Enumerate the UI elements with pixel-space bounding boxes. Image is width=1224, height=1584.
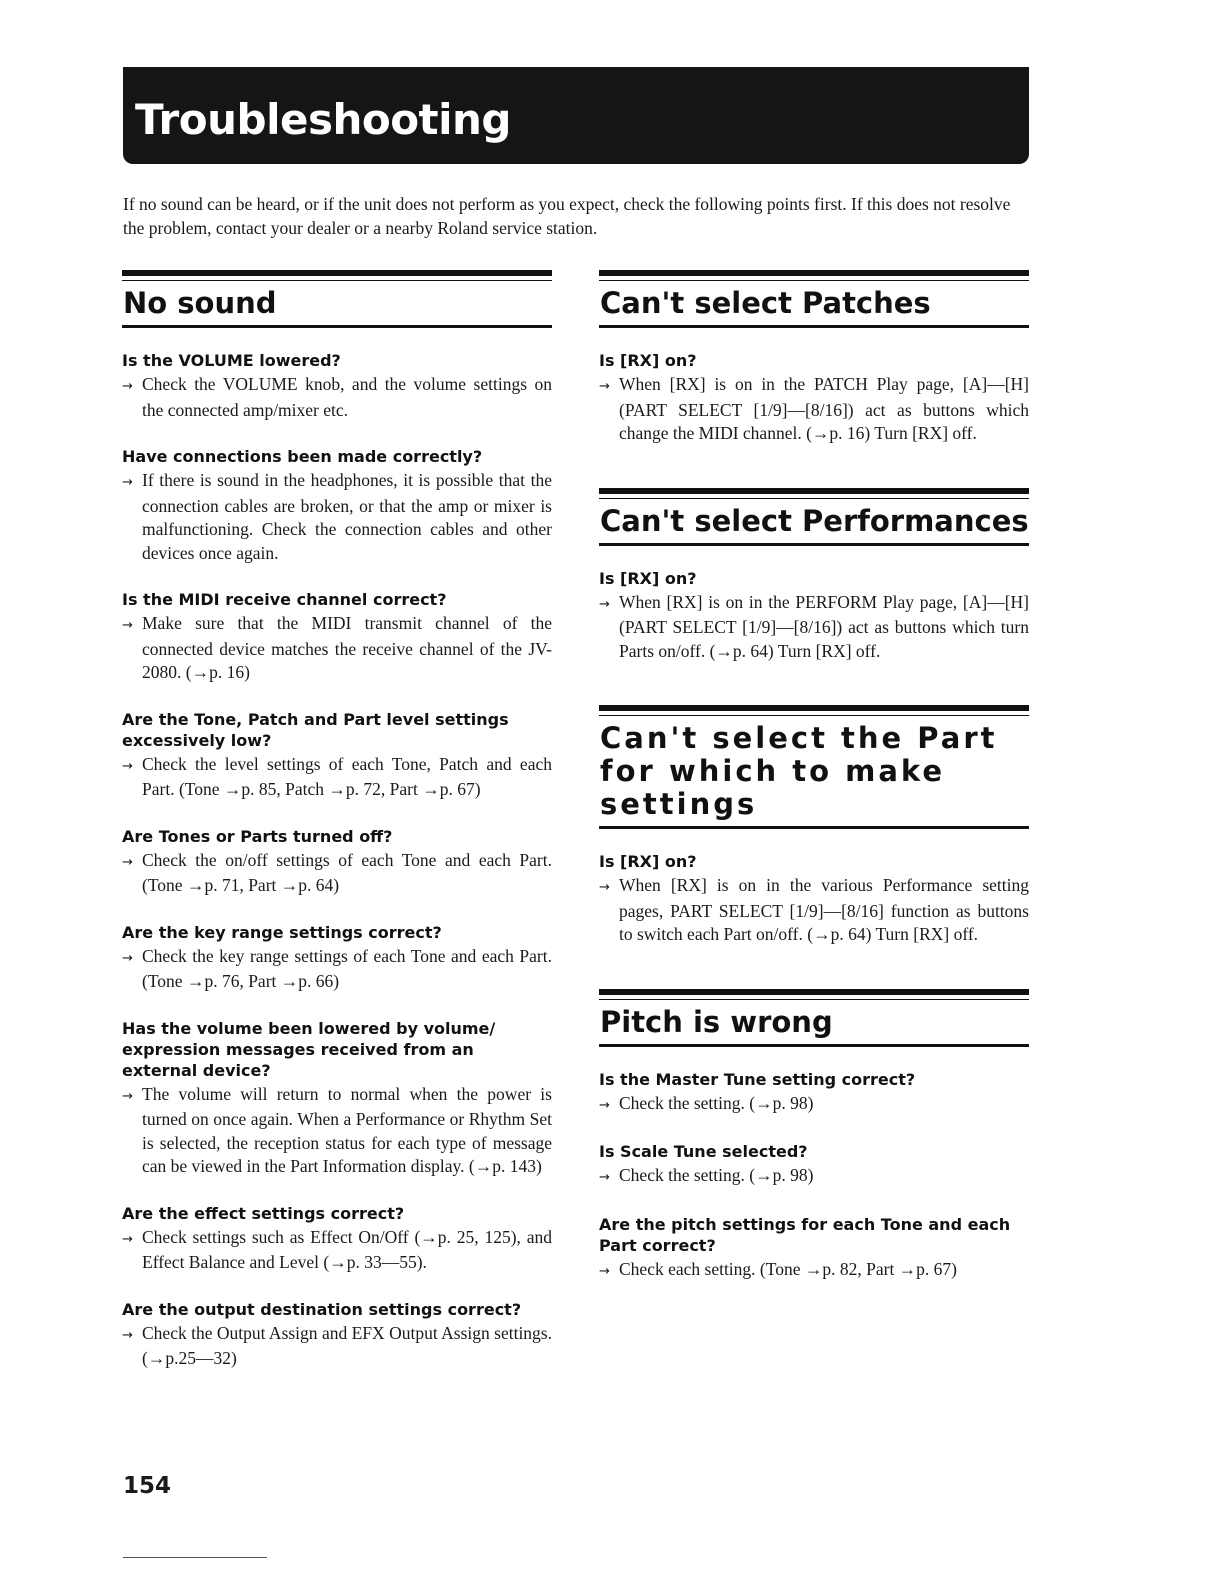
answer: → The volume will return to normal when the power is turned on once again. When a Performance or Rhythm Set is selected, the reception status for each type of message can be viewed in the Part Information display. (→p. 143) [122, 1083, 552, 1176]
qa-item [122, 922, 552, 994]
arrow-icon: → [599, 1263, 610, 1279]
answer: → Check settings such as Effect On/Off (→p. 25, 125), and Effect Balance and Level (→p. 33—55). [122, 1226, 552, 1272]
answer: → When [RX] is on in the PATCH Play page, [A]—[H] (PART SELECT [1/9]—[8/16]) act as buttons which change the MIDI channel. (→p. 16) Turn [RX] off. [599, 374, 1029, 443]
arrow-icon: → [122, 618, 133, 633]
qa-item [599, 350, 1029, 446]
answer: → Check the setting. (→p. 98) [599, 1092, 1029, 1118]
right-column [599, 270, 1029, 1283]
arrow-icon: → [122, 1327, 133, 1343]
answer: → Check the Output Assign and EFX Output Assign settings. (→p.25—32) [122, 1322, 552, 1368]
question: Is Scale Tune selected? [599, 1142, 808, 1161]
section-title: Pitch is wrong [599, 995, 1029, 1047]
footer-rule [123, 1557, 267, 1558]
section-pitch-is-wrong [599, 989, 1029, 1284]
section-cant-select-performances [599, 488, 1029, 664]
question: Are the key range settings correct? [122, 922, 442, 942]
title-banner [123, 67, 1029, 164]
question: Are Tones or Parts turned off? [122, 826, 393, 846]
section-title: Can't select Performances [599, 494, 1029, 546]
page-number: 154 [123, 1473, 172, 1499]
question: Are the effect settings correct? [122, 1203, 405, 1223]
section-cant-select-patches [599, 270, 1029, 446]
arrow-icon: → [122, 854, 133, 870]
question: Is [RX] on? [599, 351, 697, 370]
arrow-icon: → [599, 1170, 610, 1185]
answer: → Check the level settings of each Tone, Patch and each Part. (Tone →p. 85, Patch →p. 72, Part →p. 67) [122, 753, 552, 799]
section-header [599, 488, 1029, 546]
question: Are the output destination settings correct? [122, 1299, 522, 1319]
section-header [599, 270, 1029, 328]
arrow-icon: → [122, 475, 133, 490]
qa-item [599, 1069, 1029, 1118]
answer: → Check the key range settings of each Tone and each Part. (Tone →p. 76, Part →p. 66) [122, 945, 552, 991]
qa-item [122, 709, 552, 802]
answer: → Check each setting. (Tone →p. 82, Part →p. 67) [599, 1258, 1029, 1284]
qa-item [599, 1214, 1029, 1284]
arrow-icon: → [122, 758, 133, 774]
qa-item [122, 1203, 552, 1275]
left-column [122, 270, 552, 1371]
qa-item [599, 1141, 1029, 1190]
answer: → When [RX] is on in the various Performance setting pages, PART SELECT [1/9]—[8/16] function as buttons to switch each Part on/off. (→p. 64) Turn [RX] off. [599, 875, 1029, 944]
question: Have connections been made correctly? [122, 447, 483, 466]
question: Is the VOLUME lowered? [122, 351, 341, 370]
answer: → Make sure that the MIDI transmit channel of the connected device matches the receive channel of the JV-2080. (→p. 16) [122, 613, 552, 682]
section-header [599, 989, 1029, 1047]
arrow-icon: → [122, 1231, 133, 1247]
qa-item [122, 1018, 552, 1179]
arrow-icon: → [599, 596, 610, 612]
section-no-sound [122, 270, 552, 1371]
section-title: Can't select the Part for which to make settings [599, 711, 1029, 829]
qa-item [122, 826, 552, 898]
arrow-icon: → [122, 379, 133, 394]
qa-item [599, 851, 1029, 947]
question: Is [RX] on? [599, 568, 697, 588]
qa-item [599, 568, 1029, 664]
qa-item [122, 1299, 552, 1371]
intro-paragraph: If no sound can be heard, or if the unit does not perform as you expect, check the following points first. If this does not resolve the problem, contact your dealer or a nearby Roland service station. [123, 194, 1011, 238]
section-title: Can't select Patches [599, 276, 1029, 328]
qa-item [122, 446, 552, 565]
arrow-icon: → [599, 1097, 610, 1113]
page-title: Troubleshooting [135, 95, 511, 144]
section-cant-select-part [599, 705, 1029, 947]
question: Are the Tone, Patch and Part level settings excessively low? [122, 709, 509, 750]
arrow-icon: → [599, 379, 610, 394]
question: Are the pitch settings for each Tone and each Part correct? [599, 1214, 1011, 1255]
question: Is the MIDI receive channel correct? [122, 590, 447, 609]
answer: → When [RX] is on in the PERFORM Play page, [A]—[H] (PART SELECT [1/9]—[8/16]) act as buttons which turn Parts on/off. (→p. 64) Turn [RX] off. [599, 591, 1029, 661]
answer: → Check the on/off settings of each Tone and each Part. (Tone →p. 71, Part →p. 64) [122, 849, 552, 895]
arrow-icon: → [599, 880, 610, 895]
arrow-icon: → [122, 950, 133, 966]
answer: → Check the setting. (→p. 98) [599, 1164, 1029, 1190]
question: Has the volume been lowered by volume/ expression messages received from an external device? [122, 1018, 496, 1080]
question: Is the Master Tune setting correct? [599, 1069, 916, 1089]
section-header [122, 270, 552, 328]
question: Is [RX] on? [599, 852, 697, 871]
section-title: No sound [122, 276, 552, 328]
section-header [599, 705, 1029, 829]
qa-item [122, 589, 552, 685]
qa-item [122, 350, 552, 422]
qa-list [122, 350, 552, 1371]
answer: → If there is sound in the headphones, it is possible that the connection cables are broken, or that the amp or mixer is malfunctioning. Check the connection cables and other devices once again. [122, 470, 552, 563]
arrow-icon: → [122, 1088, 133, 1104]
answer: → Check the VOLUME knob, and the volume settings on the connected amp/mixer etc. [122, 374, 552, 420]
